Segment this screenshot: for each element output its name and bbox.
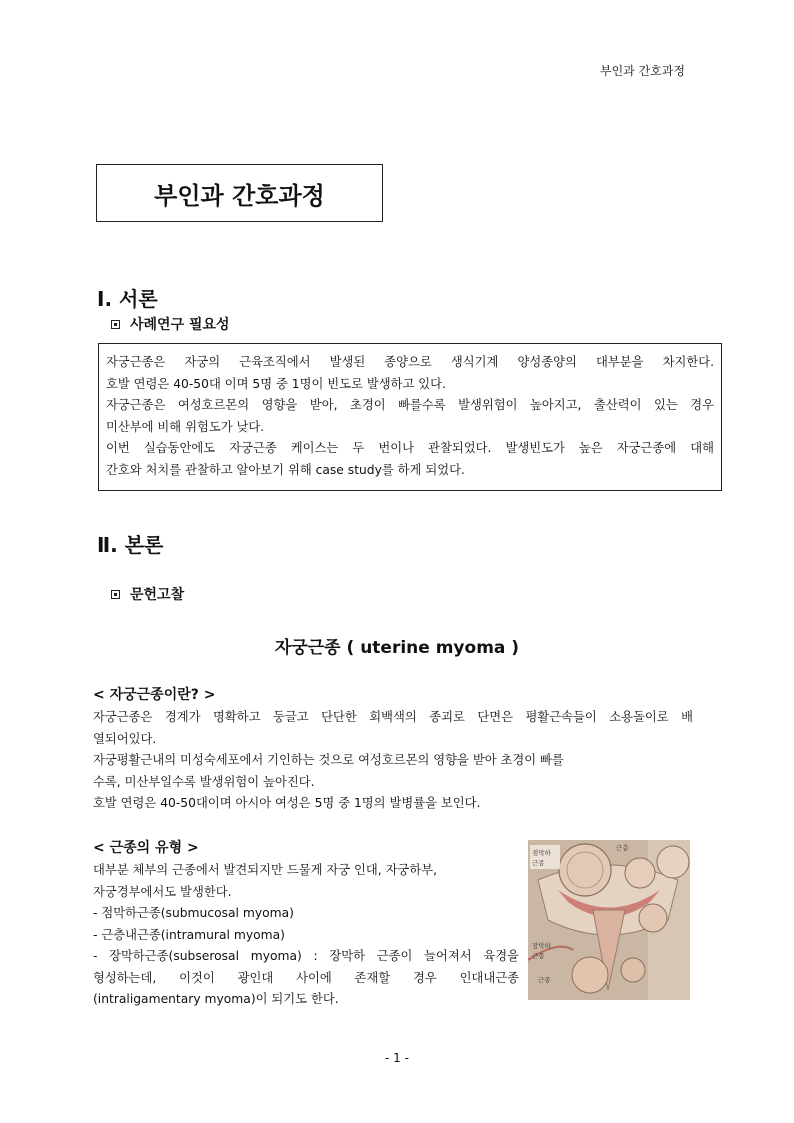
box-line: 미산부에 비해 위험도가 낮다. <box>106 419 265 434</box>
para-line: 수록, 미산부일수록 발생위험이 높아진다. <box>93 774 315 789</box>
box-line: 자궁근종은 여성호르몬의 영향을 받아, 초경이 빠를수록 발생위험이 높아지고, 출산력이 있는 경우 <box>106 398 714 412</box>
para-line: 자궁평활근내의 미성숙세포에서 기인하는 것으로 여성호르몬의 영향을 받아 초경이 빠를 <box>93 753 564 767</box>
figure-label: 근층 <box>616 844 629 852</box>
what-is-myoma-heading: < 자궁근종이란? > <box>93 687 216 703</box>
running-header: 부인과 간호과정 <box>600 64 685 78</box>
what-is-myoma-text <box>93 707 693 815</box>
para-line: 호발 연령은 40-50대이며 아시아 여성은 5명 중 1명의 발병률을 보인다. <box>93 796 481 810</box>
square-bullet-icon <box>111 320 120 329</box>
topic-title: 자궁근종 ( uterine myoma ) <box>274 638 520 658</box>
figure-label: 점막하 <box>532 849 551 857</box>
para-line: - 장막하근종(subserosal myoma) : 장막하 근종이 늘어져서 육경을 <box>93 949 519 963</box>
uterine-myoma-illustration <box>528 840 690 1000</box>
box-line: 간호와 처치를 관찰하고 알아보기 위해 case study를 하게 되었다. <box>106 462 465 477</box>
section-heading-body: Ⅱ. 본론 <box>97 533 164 557</box>
para-line: 대부분 체부의 근종에서 발견되지만 드물게 자궁 인대, 자궁하부, <box>93 863 438 877</box>
para-line: 자궁근종은 경계가 명확하고 둥글고 단단한 회백색의 종괴로 단면은 평활근속들이 소용돌이로 배 <box>93 710 693 724</box>
para-line: (intraligamentary myoma)이 되기도 한다. <box>93 992 339 1006</box>
document-title: 부인과 간호과정 <box>154 181 325 210</box>
para-line: 열되어있다. <box>93 731 157 746</box>
para-line: 자궁경부에서도 발생한다. <box>93 884 232 899</box>
subheading-case-study-need <box>111 314 230 334</box>
subheading-label: 문헌고찰 <box>130 587 185 603</box>
box-line: 호발 연령은 40-50대 이며 5명 중 1명이 빈도로 발생하고 있다. <box>106 376 446 391</box>
subheading-label: 사례연구 필요성 <box>130 317 230 333</box>
figure-label: 근종 <box>532 952 545 960</box>
subheading-literature-review <box>111 584 184 604</box>
figure-label: 장막하 <box>532 942 551 950</box>
document-title-box <box>96 164 383 222</box>
figure-label: 근종 <box>538 976 551 984</box>
intro-text-box <box>98 343 722 491</box>
uterus-diagram-icon <box>528 840 690 1000</box>
myoma-types-text <box>93 860 519 1011</box>
myoma-types-heading: < 근종의 유형 > <box>93 840 199 856</box>
page-number: - 1 - <box>385 1051 409 1065</box>
figure-label: 근종 <box>532 859 545 867</box>
box-line: 자궁근종은 자궁의 근육조직에서 발생된 종양으로 생식기계 양성종양의 대부분을 차지한다. <box>106 355 714 369</box>
square-bullet-icon <box>111 590 120 599</box>
para-line: - 근층내근종(intramural myoma) <box>93 927 285 942</box>
box-line: 이번 실습동안에도 자궁근종 케이스는 두 번이나 관찰되었다. 발생빈도가 높은 자궁근종에 대해 <box>106 441 714 455</box>
para-line: 형성하는데, 이것이 광인대 사이에 존재할 경우 인대내근종 <box>93 970 519 985</box>
para-line: - 점막하근종(submucosal myoma) <box>93 906 294 920</box>
section-heading-intro: Ⅰ. 서론 <box>97 287 158 311</box>
